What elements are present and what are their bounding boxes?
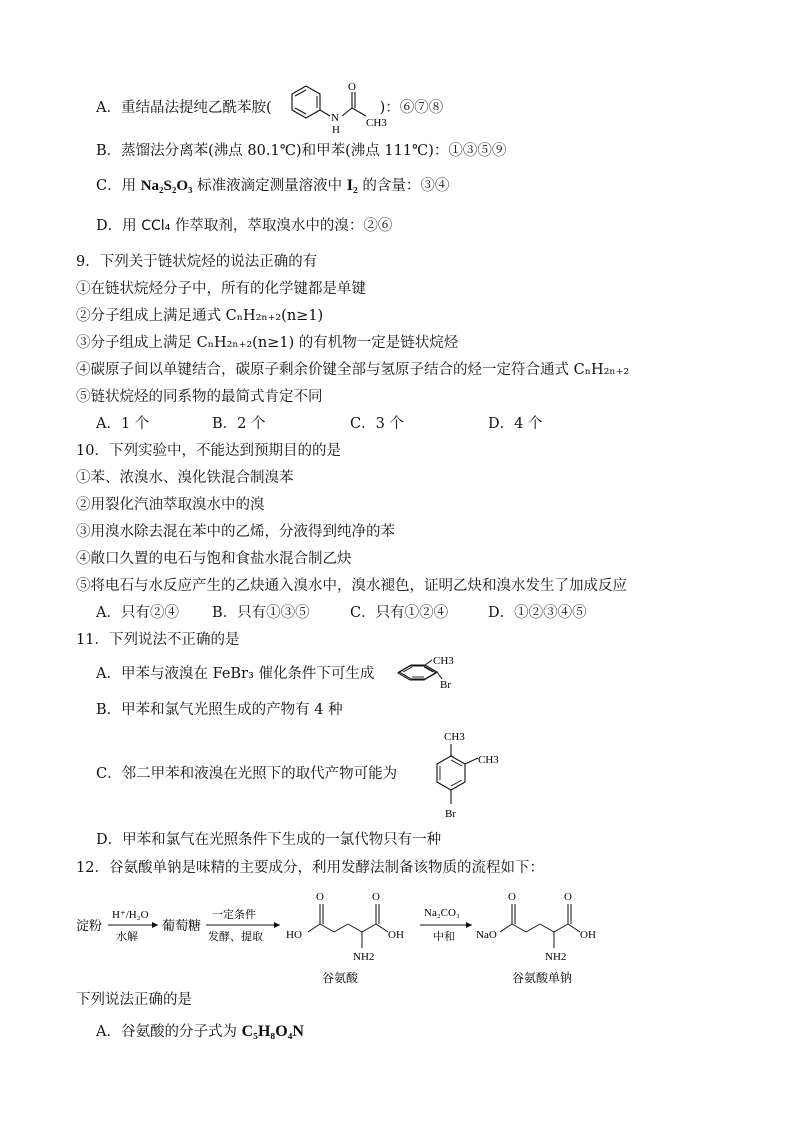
q10-option-c: C．只有①②④ <box>350 605 449 621</box>
q11-option-a: A．甲苯与液溴在 FeBr₃ 催化条件下可生成 <box>96 666 375 682</box>
xylene-CH3-top: CH3 <box>444 731 465 743</box>
q9-item-3: ③分子组成上满足 CₙH₂ₙ₊₂(n≥1) 的有机物一定是链状烷烃 <box>76 335 459 351</box>
flow-arrow2-top: 一定条件 <box>212 909 256 921</box>
msg-flow-diagram <box>76 882 716 986</box>
msg-OH: OH <box>580 929 596 941</box>
q10-item-4: ④敞口久置的电石与饱和食盐水混合制乙炔 <box>76 551 352 567</box>
acetanilide-structure <box>286 80 398 138</box>
q11-option-d: D．甲苯和氯气在光照条件下生成的一氯代物只有一种 <box>96 832 442 848</box>
q8-option-d <box>96 216 392 236</box>
q9-option-d: D．4 个 <box>488 416 543 432</box>
q10-item-2: ②用裂化汽油萃取溴水中的溴 <box>76 497 265 513</box>
q8-option-c <box>96 176 449 196</box>
q10-options <box>96 603 587 623</box>
q8-option-a-text: A．重结晶法提纯乙酰苯胺( <box>96 100 272 116</box>
q12-sub-stem: 下列说法正确的是 <box>76 992 192 1008</box>
q8-option-c-target: I₂ <box>346 177 358 194</box>
q10-item-5: ⑤将电石与水反应产生的乙炔通入溴水中，溴水褪色，证明乙炔和溴水发生了加成反应 <box>76 578 627 594</box>
flow-arrow1-top: H⁺/H₂O <box>112 909 149 921</box>
xylene-Br: Br <box>445 808 456 820</box>
q10-option-d: D．①②③④⑤ <box>488 605 587 621</box>
q8-option-c-post: 的含量：③④ <box>357 178 450 194</box>
flow-arrow3-top: Na₂CO₃ <box>424 907 460 919</box>
q8-option-d-post: 作萃取剂，萃取溴水中的溴：②⑥ <box>170 218 393 234</box>
q10-option-a: A．只有②④ <box>96 605 179 621</box>
q8-option-d-reagent: CCl₄ <box>141 218 171 234</box>
q10-item-1: ①苯、浓溴水、溴化铁混合制溴苯 <box>76 470 294 486</box>
q9-option-c: C．3 个 <box>350 416 404 432</box>
q12-option-a-formula: C₅H₈O₄N <box>241 1023 304 1040</box>
msg-name: 谷氨酸单钠 <box>512 971 573 985</box>
q9-item-1: ①在链状烷烃分子中，所有的化学键都是单键 <box>76 281 366 297</box>
q12-option-a <box>96 1022 304 1042</box>
q12-stem: 12．谷氨酸单钠是味精的主要成分，利用发酵法制备该物质的流程如下： <box>76 860 544 876</box>
acetanilide-N: N <box>331 112 339 124</box>
q11-option-c: C．邻二甲苯和液溴在光照下的取代产物可能为 <box>96 766 398 782</box>
q11-option-b: B．甲苯和氯气光照生成的产物有 4 种 <box>96 702 343 718</box>
acetanilide-H: H <box>332 124 340 136</box>
q9-options <box>96 414 542 434</box>
q8-option-c-mid: 标准液滴定测量溶液中 <box>192 178 347 194</box>
glu-HO: HO <box>286 929 302 941</box>
glu-NH2: NH2 <box>353 951 375 963</box>
glu-name: 谷氨酸 <box>322 971 359 985</box>
glu-OH: OH <box>388 929 404 941</box>
flow-start: 淀粉 <box>76 918 103 933</box>
q9-option-a: A．1 个 <box>96 416 150 432</box>
q8-option-c-reagent: Na₂S₂O₃ <box>140 178 193 194</box>
bromotoluene-structure <box>394 654 474 694</box>
acetanilide-CH3: CH3 <box>366 117 387 129</box>
msg-O-left: O <box>508 891 516 903</box>
bromo-o-xylene-structure <box>422 728 512 824</box>
msg-O-right: O <box>564 891 572 903</box>
q10-option-b: B．只有①③⑤ <box>212 605 310 621</box>
flow-arrow2-bottom: 发酵、提取 <box>208 931 263 943</box>
xylene-CH3-right: CH3 <box>478 754 499 766</box>
q9-item-4: ④碳原子间以单键结合，碳原子剩余价键全部与氢原子结合的烃一定符合通式 CₙH₂ₙ₊₂ <box>76 362 630 378</box>
glu-O-right: O <box>372 891 380 903</box>
q12-option-a-text: A．谷氨酸的分子式为 <box>96 1024 242 1040</box>
q11-stem: 11．下列说法不正确的是 <box>76 632 240 648</box>
q8-option-b: B．蒸馏法分离苯(沸点 80.1℃)和甲苯(沸点 111℃)：①③⑤⑨ <box>96 143 507 159</box>
q8-option-a-answer: )：⑥⑦⑧ <box>379 100 444 116</box>
q10-stem: 10．下列实验中，不能达到预期目的的是 <box>76 443 341 459</box>
q9-stem: 9．下列关于链状烷烃的说法正确的有 <box>76 254 318 270</box>
flow-arrow1-bottom: 水解 <box>116 931 138 943</box>
bromotoluene-CH3: CH3 <box>433 655 454 667</box>
acetanilide-O: O <box>348 81 356 93</box>
q8-option-d-pre: D．用 <box>96 218 142 234</box>
msg-NaO: NaO <box>476 929 497 941</box>
q9-item-2: ②分子组成上满足通式 CₙH₂ₙ₊₂(n≥1) <box>76 308 324 324</box>
q8-option-c-pre: C．用 <box>96 178 141 194</box>
q10-item-3: ③用溴水除去混在苯中的乙烯，分液得到纯净的苯 <box>76 524 395 540</box>
q9-option-b: B．2 个 <box>212 416 266 432</box>
flow-arrow3-bottom: 中和 <box>433 931 455 943</box>
glu-O-left: O <box>316 891 324 903</box>
q9-item-5: ⑤链状烷烃的同系物的最简式肯定不同 <box>76 389 323 405</box>
bromotoluene-Br: Br <box>440 679 451 691</box>
flow-mid: 葡萄糖 <box>162 918 202 933</box>
msg-NH2: NH2 <box>545 951 567 963</box>
